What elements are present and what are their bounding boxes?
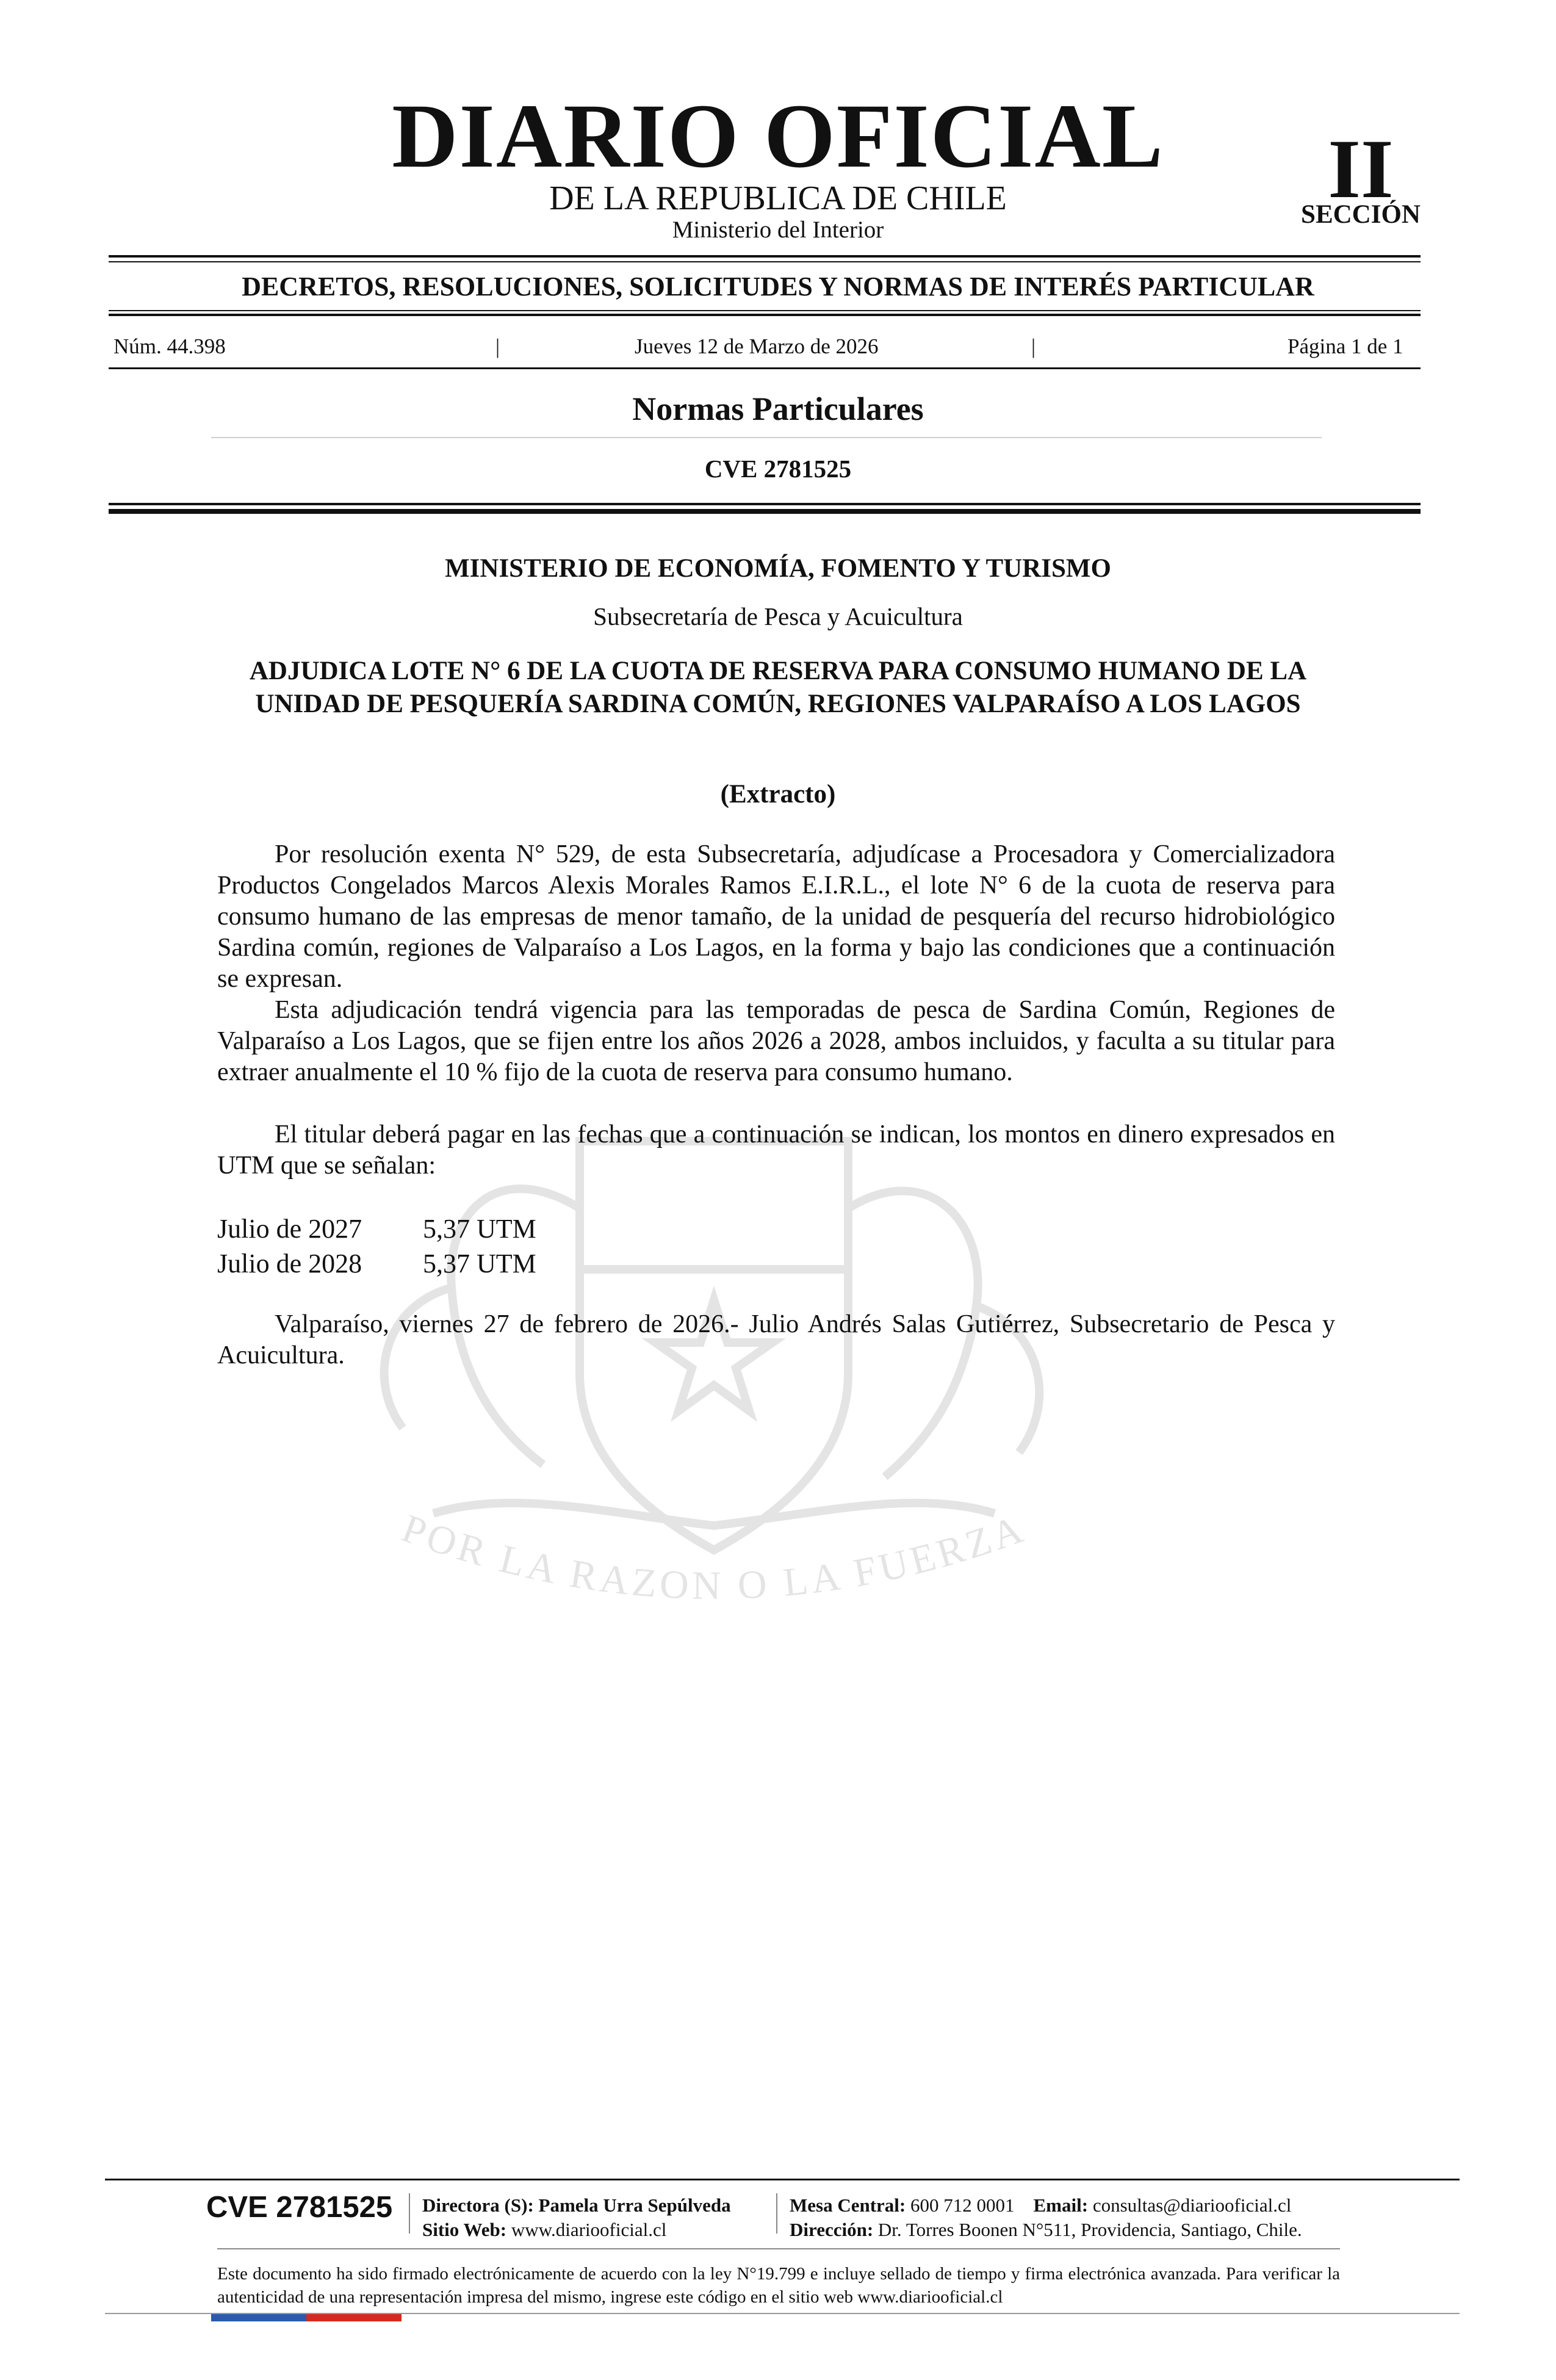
section-label: SECCIÓN: [1301, 200, 1421, 229]
body-paragraph: El titular deberá pagar en las fechas que a continuación se indican, los montos en dinero expresados en UTM que se señalan:: [217, 1120, 1335, 1180]
watermark-motto: POR LA RAZON O LA FUERZA: [396, 1506, 1032, 1609]
footer-address-value: Dr. Torres Boonen N°511, Providencia, Santiago, Chile.: [877, 2219, 1302, 2240]
masthead-rule-top-thin: [109, 261, 1421, 262]
footer-address-label: Dirección:: [790, 2219, 874, 2240]
footer-director: [422, 2196, 731, 2215]
footer-divider: [217, 2248, 1340, 2249]
footer-email-link[interactable]: consultas@diariooficial.cl: [1092, 2194, 1292, 2216]
category-rule-thin: [109, 310, 1421, 311]
meta-separator: |: [495, 334, 500, 358]
newspaper-title: DIARIO OFICIAL: [392, 85, 1164, 187]
issuing-subsecretariat: Subsecretaría de Pesca y Acuicultura: [593, 602, 963, 630]
body-paragraph: Esta adjudicación tendrá vigencia para las temporadas de pesca de Sardina Común, Regiones de Valparaíso a Los Lagos, que se fijen entre los años 2026 a 2028, ambos incluidos, y faculta a su titular para extraer anualmente el 10 % fijo de la cuota de reserva para consumo humano.: [217, 996, 1335, 1086]
footer-address: [790, 2220, 1302, 2239]
footer-website-label: Sitio Web:: [422, 2219, 507, 2240]
payment-amount: 5,37 UTM: [423, 1214, 536, 1244]
payment-date: Julio de 2028: [217, 1249, 362, 1278]
cve-rule-bottom: [109, 509, 1421, 514]
payment-amount: 5,37 UTM: [423, 1249, 536, 1278]
body-paragraph: Por resolución exenta N° 529, de esta Subsecretaría, adjudícase a Procesadora y Comercializadora Productos Congelados Marcos Alexis Morales Ramos E.I.R.L., el lote N° 6 de la cuota de reserva para consumo humano de las empresas de menor tamaño, de la unidad de pesquería del recurso hidrobiológico Sardina común, regiones de Valparaíso a Los Lagos, en la forma y bajo las condiciones que a continuación se expresan.: [217, 840, 1335, 993]
meta-separator: |: [1031, 334, 1036, 358]
cve-code: CVE 2781525: [704, 455, 852, 483]
category-rule-bottom: [109, 314, 1421, 316]
extract-label: (Extracto): [720, 780, 836, 809]
issuing-ministry: MINISTERIO DE ECONOMÍA, FOMENTO Y TURISMO: [445, 554, 1111, 583]
flag-stripe-blue: [211, 2314, 306, 2321]
footer-separator: [776, 2193, 777, 2234]
resolution-title: ADJUDICA LOTE N° 6 DE LA CUOTA DE RESERVA PARA CONSUMO HUMANO DE LA UNIDAD DE PESQUERÍA SARDINA COMÚN, REGIONES VALPARAÍSO A LOS LAGOS: [249, 657, 1307, 718]
cve-rule-top: [109, 503, 1421, 505]
signature-paragraph: Valparaíso, viernes 27 de febrero de 2026.- Julio Andrés Salas Gutiérrez, Subsecretario de Pesca y Acuicultura.: [217, 1310, 1335, 1369]
footer-phone-value: 600 712 0001: [910, 2194, 1015, 2216]
masthead-rule-top: [109, 255, 1421, 258]
issue-date: Jueves 12 de Marzo de 2026: [635, 334, 879, 358]
category-heading: DECRETOS, RESOLUCIONES, SOLICITUDES Y NORMAS DE INTERÉS PARTICULAR: [242, 272, 1314, 301]
section-number: II: [1328, 122, 1394, 215]
norms-divider: [211, 437, 1322, 438]
footer-cve-code: CVE 2781525: [206, 2191, 393, 2224]
meta-rule: [109, 367, 1421, 369]
footer-website: [422, 2220, 666, 2239]
newspaper-subtitle: DE LA REPUBLICA DE CHILE: [549, 179, 1007, 217]
newspaper-ministry: Ministerio del Interior: [672, 217, 884, 243]
footer-rule-top: [105, 2179, 1460, 2180]
footer-phone-label: Mesa Central:: [790, 2194, 906, 2216]
issue-number: Núm. 44.398: [113, 334, 226, 358]
footer-separator: [409, 2193, 410, 2234]
flag-stripe-red: [306, 2314, 402, 2321]
page-indicator: Página 1 de 1: [1288, 334, 1403, 358]
norms-heading: Normas Particulares: [632, 391, 924, 427]
legal-notice: Este documento ha sido firmado electrónicamente de acuerdo con la ley N°19.799 e incluye sellado de tiempo y firma electrónica avanzada. Para verificar la autenticidad de una representación impresa del mismo, ingrese este código en el sitio web www.diariooficial.cl: [217, 2264, 1340, 2307]
payment-date: Julio de 2027: [217, 1214, 362, 1244]
footer-contact: [790, 2196, 1291, 2215]
footer-email-label: Email:: [1033, 2194, 1089, 2216]
coat-of-arms-watermark: [293, 1086, 1135, 1721]
footer-director-label: Directora (S): Pamela Urra Sepúlveda: [422, 2194, 731, 2216]
footer-website-link[interactable]: www.diariooficial.cl: [511, 2219, 667, 2240]
